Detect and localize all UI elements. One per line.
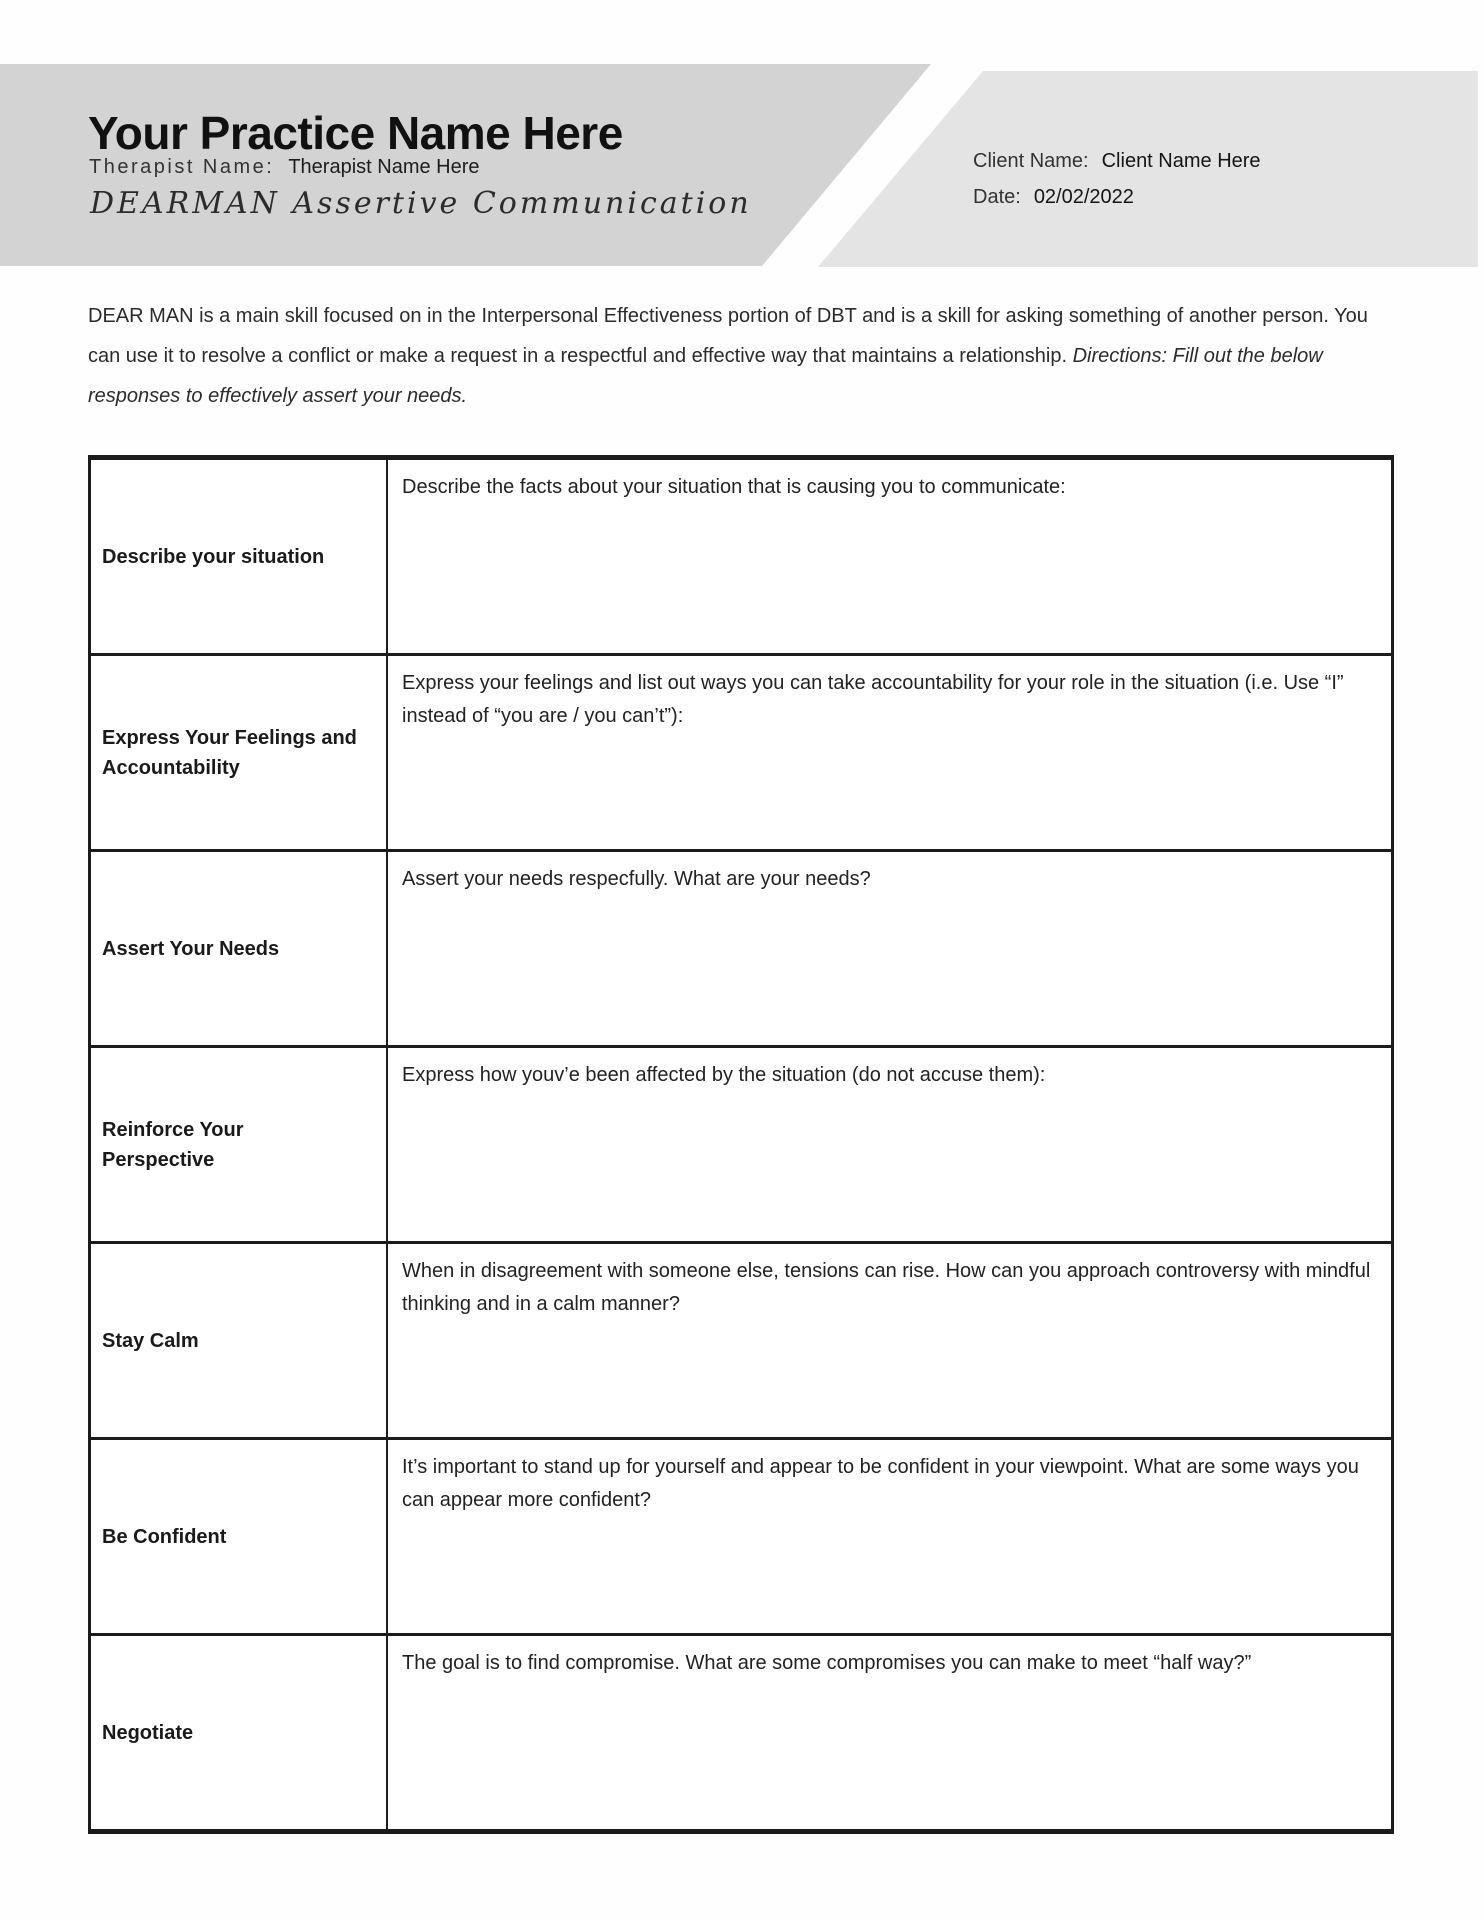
response-area-1[interactable] [402, 504, 1375, 653]
row-label: Stay Calm [102, 1329, 199, 1352]
client-name-value: Client Name Here [1101, 150, 1261, 172]
row-label: Negotiate [102, 1721, 194, 1744]
table-row [91, 849, 1391, 1045]
dearman-table [88, 455, 1394, 1834]
row-prompt-cell [388, 656, 1391, 849]
row-label: Be Confident [102, 1525, 227, 1548]
row-label: Reinforce Your Perspective [102, 1118, 244, 1171]
intro-directions: Directions: Fill out the below responses to effectively assert your needs. [88, 345, 1323, 407]
row-label-cell [91, 852, 388, 1045]
therapist-line [89, 156, 480, 179]
row-prompt-cell [388, 1440, 1391, 1633]
row-label-cell [91, 460, 388, 653]
row-prompt-cell [388, 1048, 1391, 1241]
practice-name: Your Practice Name Here [88, 107, 623, 159]
row-prompt: It’s important to stand up for yourself and appear to be confident in your viewpoint. What are some ways you can appear more confident? [402, 1456, 1359, 1511]
response-area-3[interactable] [402, 896, 1375, 1045]
table-row [91, 653, 1391, 849]
client-name-line [973, 150, 1261, 173]
table-row [91, 1437, 1391, 1633]
row-prompt-cell [388, 852, 1391, 1045]
row-prompt-cell [388, 460, 1391, 653]
row-prompt: Express how youv’e been affected by the situation (do not accuse them): [402, 1064, 1046, 1086]
row-label-cell [91, 1636, 388, 1829]
row-prompt-cell [388, 1636, 1391, 1829]
row-label-cell [91, 1440, 388, 1633]
row-label-cell [91, 1048, 388, 1241]
row-prompt: Assert your needs respecfully. What are your needs? [402, 868, 871, 890]
response-area-6[interactable] [402, 1517, 1375, 1633]
response-area-7[interactable] [402, 1680, 1375, 1829]
date-line [973, 186, 1261, 209]
row-label: Express Your Feelings and Accountability [102, 726, 357, 779]
table-row [91, 1241, 1391, 1437]
response-area-2[interactable] [402, 733, 1375, 849]
row-prompt: Describe the facts about your situation that is causing you to communicate: [402, 476, 1066, 498]
table-row [91, 1633, 1391, 1829]
table-row [91, 1045, 1391, 1241]
row-prompt: When in disagreement with someone else, tensions can rise. How can you approach controversy with mindful thinking and in a calm manner? [402, 1260, 1371, 1315]
therapist-name-label: Therapist Name: [89, 156, 275, 178]
intro-paragraph [88, 296, 1400, 416]
date-label: Date: [973, 186, 1021, 208]
row-label-cell [91, 1244, 388, 1437]
row-prompt-cell [388, 1244, 1391, 1437]
therapist-name-value: Therapist Name Here [288, 156, 480, 178]
client-name-label: Client Name: [973, 150, 1089, 172]
worksheet-title: DEARMAN Assertive Communication [90, 186, 752, 221]
row-prompt: Express your feelings and list out ways you can take accountability for your role in the situation (i.e. Use “I” instead of “you are / you can’t”): [402, 672, 1344, 727]
response-area-4[interactable] [402, 1092, 1375, 1241]
row-label: Describe your situation [102, 545, 325, 568]
date-value: 02/02/2022 [1033, 186, 1134, 208]
row-label-cell [91, 656, 388, 849]
table-row [91, 460, 1391, 653]
client-block [973, 150, 1261, 209]
row-prompt: The goal is to find compromise. What are some compromises you can make to meet “half way?” [402, 1652, 1252, 1674]
intro-body: DEAR MAN is a main skill focused on in the Interpersonal Effectiveness portion of DBT and is a skill for asking something of another person. You can use it to resolve a conflict or make a request in a respectful and effective way that maintains a relationship. [88, 305, 1368, 367]
response-area-5[interactable] [402, 1321, 1375, 1437]
row-label: Assert Your Needs [102, 937, 280, 960]
